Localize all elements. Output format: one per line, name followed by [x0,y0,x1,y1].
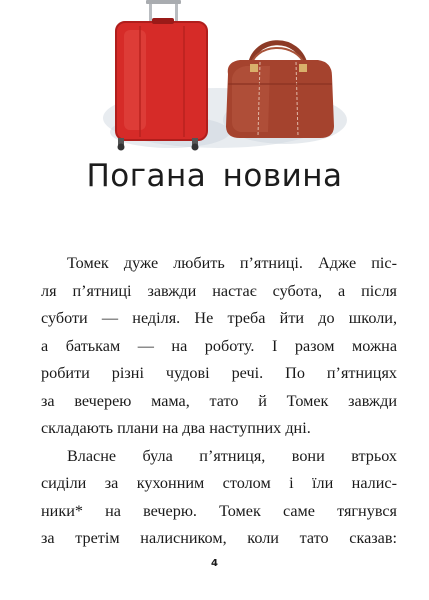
text-line: Власне була п’ятниця, вони втрьох [67,446,397,465]
text-line: Томек дуже любить п’ятниці. Адже піс- [67,254,397,272]
text-line: за третім налисником, коли тато сказав: [41,529,397,547]
text-line: а батькам — на роботу. І разом можна [41,336,397,355]
text-line: складають плани на два наступних дні. [41,419,311,437]
body-text [41,250,397,553]
suitcase-icon [116,0,207,151]
text-line: суботи — неділя. Не треба йти до школи, [41,309,397,327]
chapter-title: Погана новина [86,158,343,194]
luggage-illustration [100,0,350,158]
text-line: ля п’ятниці завжди настає субота, а після [41,281,397,300]
text-line: ники* на вечерю. Томек саме тягнувся [41,501,397,520]
text-line: сиділи за кухонним столом і їли налис- [41,474,397,492]
text-line: робити різні чудові речі. По п’ятницях [41,364,397,382]
travel-bag-icon [226,43,334,138]
page-number: 4 [211,558,218,569]
text-line: за вечерею мама, тато й Томек завжди [41,391,397,410]
